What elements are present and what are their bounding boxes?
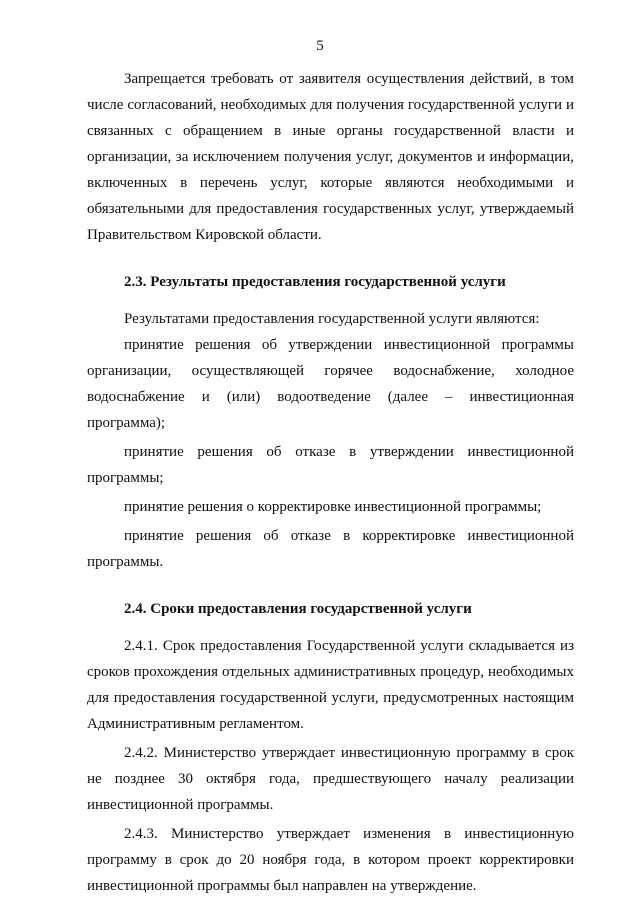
section-2-3-item: принятие решения о корректировке инвестиционной программы; — [124, 499, 542, 515]
section-2-4-paragraph: 2.4.1. Срок предоставления Государственной услуги складывается из сроков прохождения отдельных административных процедур, необходимых для предоставления государственной услуги, предусмотренных настоящим Административным регламентом. — [87, 638, 574, 732]
section-2-3-lead: Результатами предоставления государственной услуги являются: — [124, 311, 540, 327]
intro-paragraph: Запрещается требовать от заявителя осуществления действий, в том числе согласований, необходимых для получения государственной услуги и связанных с обращением в иные органы государственной власти и организации, за исключением получения услуг, документов и информации, включенных в перечень услуг, которые являются необходимыми и обязательными для предоставления государственных услуг, утверждаемый Правительством Кировской области. — [87, 71, 574, 243]
section-2-4-paragraph: 2.4.3. Министерство утверждает изменения в инвестиционную программу в срок до 20 ноября года, в котором проект корректировки инвестиционной программы был направлен на утверждение. — [87, 826, 574, 894]
section-2-4-heading: 2.4. Сроки предоставления государственной услуги — [124, 601, 472, 617]
page-number: 5 — [316, 38, 324, 54]
section-2-4-paragraph: 2.4.2. Министерство утверждает инвестиционную программу в срок не позднее 30 октября года, предшествующего началу реализации инвестиционной программы. — [87, 745, 574, 813]
section-2-3-item: принятие решения об утверждении инвестиционной программы организации, осуществляющей горячее водоснабжение, холодное водоснабжение и (или) водоотведение (далее – инвестиционная программа); — [87, 337, 574, 431]
document-body — [87, 66, 574, 899]
section-2-3-item: принятие решения об отказе в корректировке инвестиционной программы. — [87, 528, 574, 570]
section-2-3-item: принятие решения об отказе в утверждении инвестиционной программы; — [87, 444, 574, 486]
section-2-3-heading: 2.3. Результаты предоставления государственной услуги — [124, 274, 506, 290]
